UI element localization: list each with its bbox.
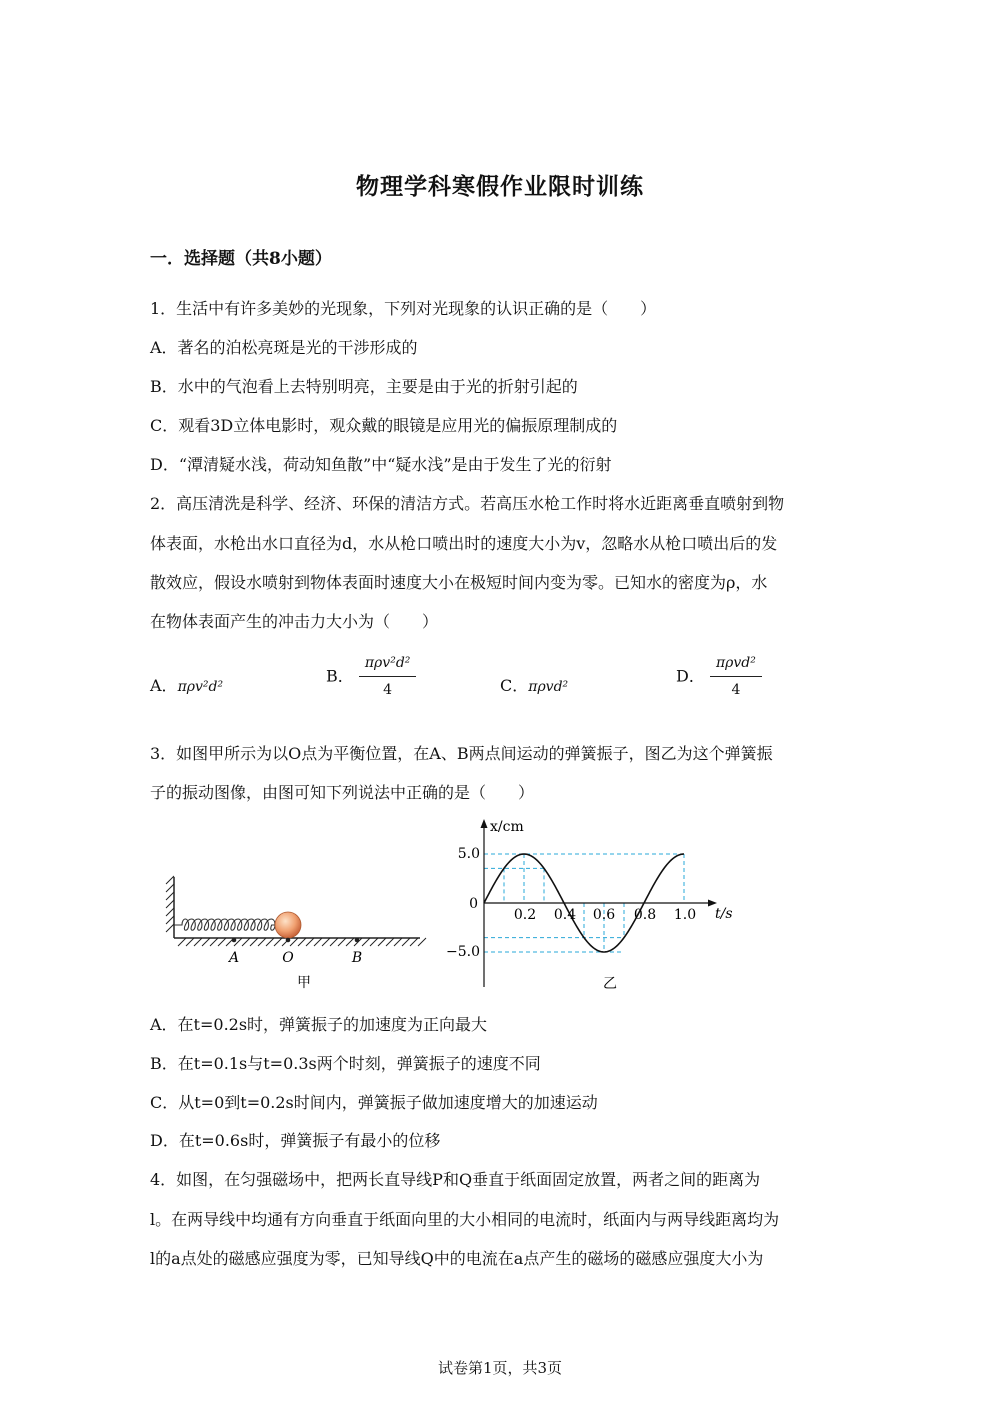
point-b-label: B xyxy=(351,950,363,966)
q1-option-a: A．著名的泊松亮斑是光的干涉形成的 xyxy=(150,338,418,357)
q1-option-c: C．观看3D立体电影时，观众戴的眼镜是应用光的偏振原理制成的 xyxy=(150,416,618,435)
spring xyxy=(174,919,277,930)
q4-stem-line2: l。在两导线中均通有方向垂直于纸面向里的大小相同的电流时，纸面内与两导线距离均为 xyxy=(150,1210,780,1229)
q2-option-b-fraction xyxy=(359,653,417,700)
q2-option-a-expr: πρv²d² xyxy=(177,679,224,695)
floor-hatch xyxy=(178,938,426,946)
q2-stem-line2: 体表面，水枪出水口直径为d，水从枪口喷出时的速度大小为v，忽略水从枪口喷出后的发 xyxy=(150,534,778,553)
x-tick-label: 0.4 xyxy=(553,907,577,923)
q2-option-b-denominator: 4 xyxy=(383,682,393,698)
q2-option-d xyxy=(676,653,762,700)
q2-stem-line1: 2．高压清洗是科学、经济、环保的清洁方式。若高压水枪工作时将水近距离垂直喷射到物 xyxy=(150,494,785,513)
q2-option-b xyxy=(326,653,416,700)
figure-yi-caption: 乙 xyxy=(603,976,617,992)
q3-option-c: C．从t=0到t=0.2s时间内，弹簧振子做加速度增大的加速运动 xyxy=(150,1093,598,1112)
figure-jia-caption: 甲 xyxy=(297,975,311,991)
q2-option-d-denominator: 4 xyxy=(731,682,741,698)
q1-option-b: B．水中的气泡看上去特别明亮，主要是由于光的折射引起的 xyxy=(150,377,578,396)
vibration-graph xyxy=(440,815,760,995)
section-heading: 一．选择题（共8小题） xyxy=(150,249,332,269)
q2-stem-line4: 在物体表面产生的冲击力大小为（ ） xyxy=(150,612,439,631)
q2-option-d-label: D． xyxy=(676,666,705,686)
q3-option-b: B．在t=0.1s与t=0.3s两个时刻，弹簧振子的速度不同 xyxy=(150,1054,541,1073)
q3-option-d: D．在t=0.6s时，弹簧振子有最小的位移 xyxy=(150,1131,441,1150)
q2-option-c-expr: πρvd² xyxy=(528,679,569,695)
q2-option-d-fraction xyxy=(710,653,762,700)
q3-stem-line2: 子的振动图像，由图可知下列说法中正确的是（ ） xyxy=(150,783,535,802)
x-tick-label: 0.6 xyxy=(592,907,616,923)
q4-stem-line3: l的a点处的磁感应强度为零，已知导线Q中的电流在a点产生的磁场的磁感应强度大小为 xyxy=(150,1249,764,1268)
point-a-label: A xyxy=(228,950,240,966)
q2-option-b-label: B． xyxy=(326,666,354,686)
wall-hatch xyxy=(166,876,174,932)
q2-option-d-numerator: πρvd² xyxy=(710,653,762,677)
q4-stem-line1: 4．如图，在匀强磁场中，把两长直导线P和Q垂直于纸面固定放置，两者之间的距离为 xyxy=(150,1170,761,1189)
q2-option-a xyxy=(150,676,223,697)
point-o-label: O xyxy=(282,950,294,966)
point-a-dot xyxy=(232,938,237,943)
page-footer: 试卷第1页，共3页 xyxy=(437,1359,563,1377)
q1-option-d: D．“潭清疑水浅，荷动知鱼散”中“疑水浅”是由于发生了光的衍射 xyxy=(150,455,612,474)
q2-option-b-numerator: πρv²d² xyxy=(359,653,417,677)
x-tick-label: 0.2 xyxy=(513,907,537,923)
q2-stem-line3: 散效应，假设水喷射到物体表面时速度大小在极短时间内变为零。已知水的密度为ρ，水 xyxy=(150,573,768,592)
page-title: 物理学科寒假作业限时训练 xyxy=(356,173,644,200)
origin-label: 0 xyxy=(469,896,478,912)
point-o-dot xyxy=(286,938,291,943)
q2-option-c xyxy=(500,676,568,697)
y-tick-positive: 5.0 xyxy=(457,846,480,862)
y-tick-negative: −5.0 xyxy=(446,944,480,960)
x-tick-label: 0.8 xyxy=(633,907,657,923)
y-axis-label: x/cm xyxy=(490,819,524,835)
q1-stem: 1．生活中有许多美妙的光现象，下列对光现象的认识正确的是（ ） xyxy=(150,299,657,318)
point-b-dot xyxy=(355,938,360,943)
q2-option-c-label: C． xyxy=(500,676,529,695)
spring-oscillator-figure xyxy=(160,872,430,997)
oscillator-ball xyxy=(275,912,301,938)
q2-option-a-label: A． xyxy=(150,676,178,695)
q3-option-a: A．在t=0.2s时，弹簧振子的加速度为正向最大 xyxy=(150,1015,488,1034)
q3-stem-line1: 3．如图甲所示为以O点为平衡位置，在A、B两点间运动的弹簧振子，图乙为这个弹簧振 xyxy=(150,744,773,763)
x-axis-label: t/s xyxy=(715,906,733,922)
x-tick-label: 1.0 xyxy=(673,907,697,923)
y-axis-arrow xyxy=(481,819,488,828)
